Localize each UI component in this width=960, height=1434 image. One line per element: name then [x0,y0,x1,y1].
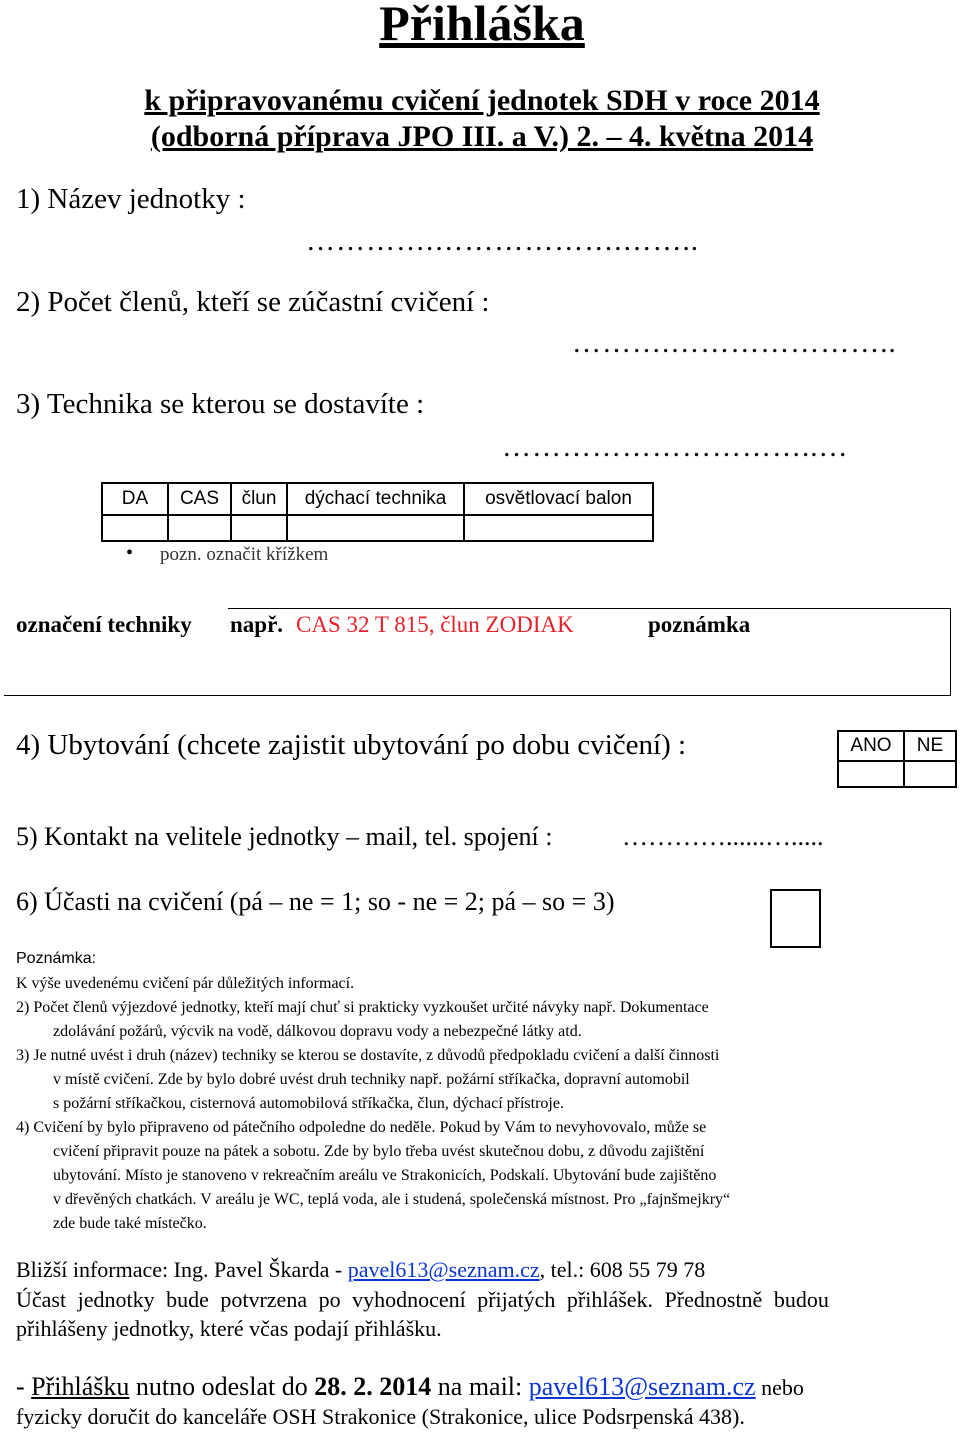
note-line: v dřevěných chatkách. V areálu je WC, teplá voda, ale i studená, společenská místnost. Pro „fajnšmejkry“ [53,1191,731,1208]
marking-example-value: CAS 32 T 815, člun ZODIAK [296,612,574,637]
accommodation-label: 4) Ubytování (chcete zajistit ubytování po dobu cvičení) : [16,729,687,761]
equipment-header-balloon: osvětlovací balon [464,483,653,515]
accommodation-yes-cell[interactable] [838,761,904,787]
equipment-header-breathing: dýchací technika [287,483,464,515]
send-tail: nebo [755,1375,804,1400]
equipment-field[interactable]: …………………………..… [502,431,849,463]
equipment-table [101,482,654,542]
send-dash: - [16,1372,32,1401]
unit-name-field[interactable]: ………….……………….…….. [306,225,699,257]
equipment-cell-balloon[interactable] [464,515,653,541]
contact-email-link[interactable]: pavel613@seznam.cz [347,1257,540,1282]
note-line: ubytování. Místo je stanoveno v rekreačním areálu ve Strakonicích, Podskalí. Ubytování bude zajištěno [53,1167,717,1184]
bullet-icon: • [126,542,134,564]
note-line: s požární stříkačkou, cisternová automobilová stříkačka, člun, dýchací přístroje. [53,1095,564,1112]
note-line: 4) Cvičení by bylo připraveno od pátečního odpoledne do neděle. Pokud by Vám to nevyhovovalo, může se [16,1119,707,1136]
note-line: v místě cvičení. Zde by bylo dobré uvést druh techniky např. požární stříkačka, dopravní automobil [53,1071,690,1088]
marking-note-label: poznámka [648,612,751,637]
equipment-cell-boat[interactable] [231,515,287,541]
marking-label: označení techniky [16,612,192,637]
equipment-label: 3) Technika se kterou se dostavíte : [16,388,425,420]
notes-heading: Poznámka: [16,950,97,967]
send-line-2: fyzicky doručit do kanceláře OSH Strakonice (Strakonice, ulice Podsrpenská 438). [16,1404,745,1429]
subtitle-line-1: k připravovanému cvičení jednotek SDH v roce 2014 [144,84,820,117]
note-line: zde bude také místečko. [53,1215,207,1232]
participation-label: 6) Účasti na cvičení (pá – ne = 1; so - ne = 2; pá – so = 3) [16,887,615,916]
equipment-cell-da[interactable] [102,515,168,541]
confirmation-line-2: přihlášeny jednotky, které včas podají přihlášku. [16,1316,442,1341]
unit-name-label: 1) Název jednotky : [16,183,246,215]
equipment-header-boat: člun [231,483,287,515]
participation-box[interactable] [770,889,821,948]
note-line: 3) Je nutné uvést i druh (název) techniky se kterou se dostavíte, z důvodů předpokladu cvičení a další činnosti [16,1047,720,1064]
accommodation-table [837,730,957,788]
marking-example-prefix: např. [230,612,284,637]
marking-box-top [228,608,950,609]
accommodation-no: NE [904,731,956,761]
contact-label: 5) Kontakt na velitele jednotky – mail, tel. spojení : [16,822,553,851]
member-count-label: 2) Počet členů, kteří se zúčastní cvičení : [16,286,490,318]
contact-field[interactable]: …………......…..... [622,822,824,851]
subtitle-line-2: (odborná příprava JPO III. a V.) 2. – 4. května 2014 [150,120,814,153]
contact-prefix: Bližší informace: Ing. Pavel Škarda - [16,1257,348,1282]
send-mid: nutno odeslat do [129,1372,315,1401]
contact-info [16,1257,705,1283]
equipment-cell-cas[interactable] [168,515,231,541]
marking-box-bottom[interactable] [4,695,951,696]
equipment-note: pozn. označit křížkem [160,544,329,565]
contact-phone: , tel.: 608 55 79 78 [539,1257,706,1282]
notes-intro: K výše uvedenému cvičení pár důležitých informací. [16,975,355,992]
accommodation-no-cell[interactable] [904,761,956,787]
equipment-cell-breathing[interactable] [287,515,464,541]
accommodation-yes: ANO [838,731,904,761]
note-line: 2) Počet členů výjezdové jednotky, kteří mají chuť si prakticky vyzkoušet určité návyky např. Dokumentace [16,999,709,1016]
page-title: Přihláška [379,0,585,51]
equipment-header-da: DA [102,483,168,515]
marking-box-right [950,608,951,696]
send-email-link[interactable]: pavel613@seznam.cz [528,1372,756,1401]
note-line: cvičení připravit pouze na pátek a sobotu. Zde by bylo třeba uvést skutečnou dobu, z důvodu zajištění [53,1143,705,1160]
confirmation-line-1: Účast jednotky bude potvrzena po vyhodnocení přijatých přihlášek. Přednostně budou [16,1287,829,1312]
send-instruction [16,1372,804,1402]
send-deadline: 28. 2. 2014 [314,1372,432,1401]
member-count-field[interactable]: ……….………………….. [572,327,897,359]
send-application-word: Přihlášku [31,1372,130,1401]
send-mid2: na mail: [431,1372,529,1401]
notes-body [16,972,956,1236]
note-line: zdolávání požárů, výcvik na vodě, dálkovou dopravu vody a nebezpečné látky atd. [53,1023,582,1040]
equipment-header-cas: CAS [168,483,231,515]
